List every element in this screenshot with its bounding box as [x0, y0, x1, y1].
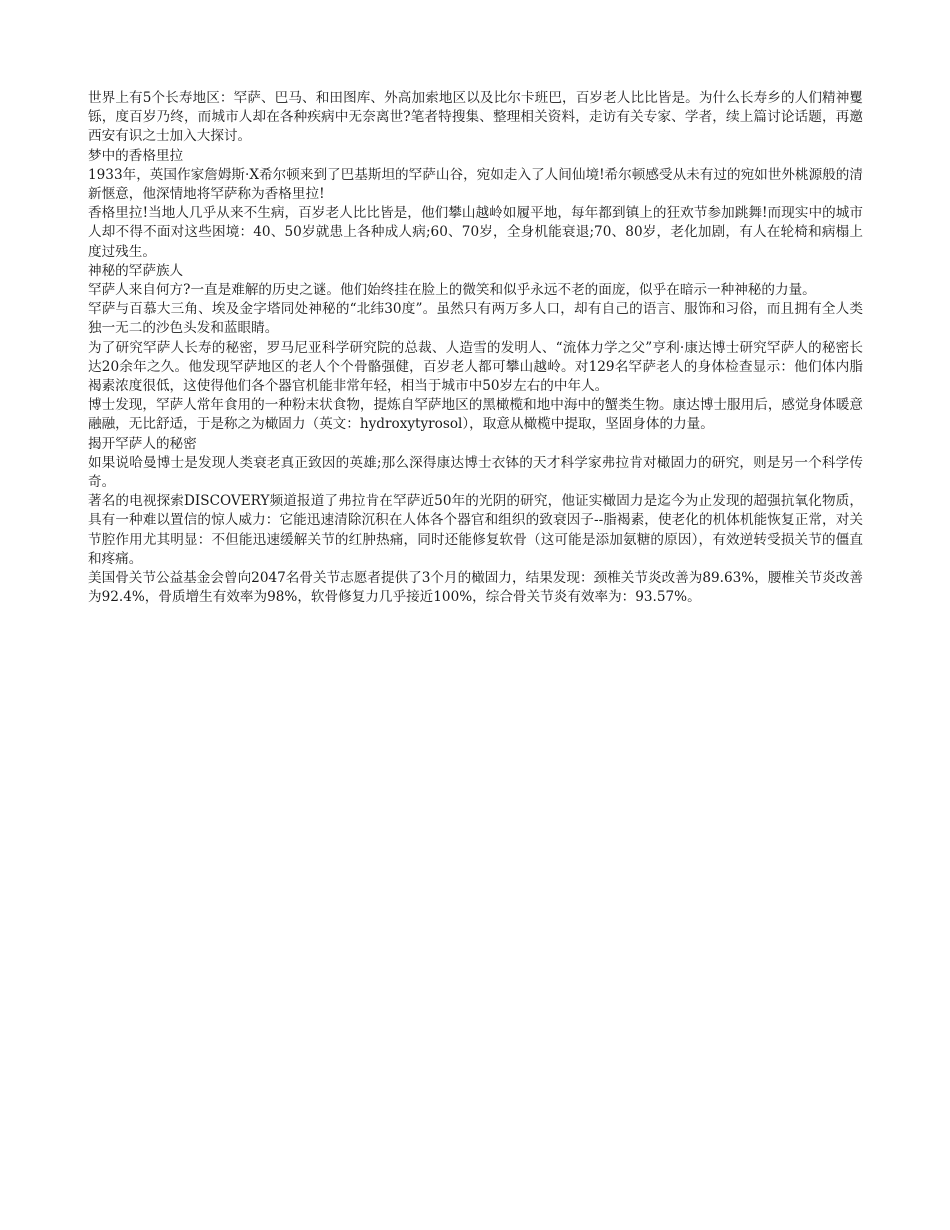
article-body — [88, 89, 863, 607]
paragraph-flacon-legend: 如果说哈曼博士是发现人类衰老真正致因的英雄;那么深得康达博士衣钵的天才科学家弗拉肯对橄固力的研究，则是另一个科学传奇。 — [88, 454, 863, 491]
paragraph-30-degrees: 罕萨与百慕大三角、埃及金字塔同处神秘的“北纬30度”。虽然只有两万多人口，却有自己的语言、服饰和习俗，而且拥有全人类独一无二的沙色头发和蓝眼睛。 — [88, 301, 863, 337]
section-heading-hunza-people: 神秘的罕萨族人 — [88, 262, 184, 279]
paragraph-foundation-results: 美国骨关节公益基金会曾向2047名骨关节志愿者提供了3个月的橄固力，结果发现：颈椎关节炎改善为89.63%，腰椎关节炎改善为92.4%，骨质增生有效率为98%，软骨修复力几乎接近100%，综合骨关节炎有效率为：93.57%。 — [88, 570, 863, 606]
paragraph-shangri-la-contrast: 香格里拉!当地人几乎从来不生病，百岁老人比比皆是，他们攀山越岭如履平地，每年都到镇上的狂欢节参加跳舞!而现实中的城市人却不得不面对这些困境：40、50岁就患上各种成人病;60、70岁，全身机能衰退;70、80岁，老化加剧，有人在轮椅和病榻上度过残生。 — [88, 205, 863, 260]
paragraph-hilton-visit: 1933年，英国作家詹姆斯·X希尔顿来到了巴基斯坦的罕萨山谷，宛如走入了人间仙境!希尔顿感受从未有过的宛如世外桃源般的清新惬意，他深情地将罕萨称为香格里拉! — [88, 166, 863, 203]
paragraph-coanda-research: 为了研究罕萨人长寿的秘密，罗马尼亚科学研究院的总裁、人造雪的发明人、“流体力学之父”亨利·康达博士研究罕萨人的秘密长达20余年之久。他发现罕萨地区的老人个个骨骼强健，百岁老人都可攀山越岭。对129名罕萨老人的身体检查显示：他们体内脂褐素浓度很低，这使得他们各个器官机能非常年轻，相当于城市中50岁左右的中年人。 — [88, 339, 863, 395]
section-heading-secret-revealed: 揭开罕萨人的秘密 — [88, 435, 197, 452]
paragraph-discovery-report: 著名的电视探索DISCOVERY频道报道了弗拉肯在罕萨近50年的光阴的研究，他证实橄固力是迄今为止发现的超强抗氧化物质，具有一种难以置信的惊人威力：它能迅速清除沉积在人体各个器官和组织的致衰因子--脂褐素，使老化的机体机能恢复正常，对关节腔作用尤其明显：不但能迅速缓解关节的红肿热痛，同时还能修复软骨（这可能是添加氨糖的原因），有效逆转受损关节的僵直和疼痛。 — [88, 493, 863, 567]
paragraph-hydroxytyrosol: 博士发现，罕萨人常年食用的一种粉末状食物，提炼自罕萨地区的黑橄榄和地中海中的蟹类生物。康达博士服用后，感觉身体暖意融融，无比舒适，于是称之为橄固力（英文：hydroxytyrosol），取意从橄榄中提取，坚固身体的力量。 — [88, 397, 863, 433]
section-heading-shangri-la: 梦中的香格里拉 — [88, 147, 184, 164]
intro-paragraph: 世界上有5个长寿地区：罕萨、巴马、和田图库、外高加索地区以及比尔卡班巴，百岁老人比比皆是。为什么长寿乡的人们精神矍铄，度百岁乃终，而城市人却在各种疾病中无奈离世?笔者特搜集、整理相关资料，走访有关专家、学者，续上篇讨论话题，再邀西安有识之士加入大探讨。 — [88, 90, 863, 145]
paragraph-hunza-origin: 罕萨人来自何方?一直是难解的历史之谜。他们始终挂在脸上的微笑和似乎永远不老的面庞，似乎在暗示一种神秘的力量。 — [88, 282, 816, 299]
